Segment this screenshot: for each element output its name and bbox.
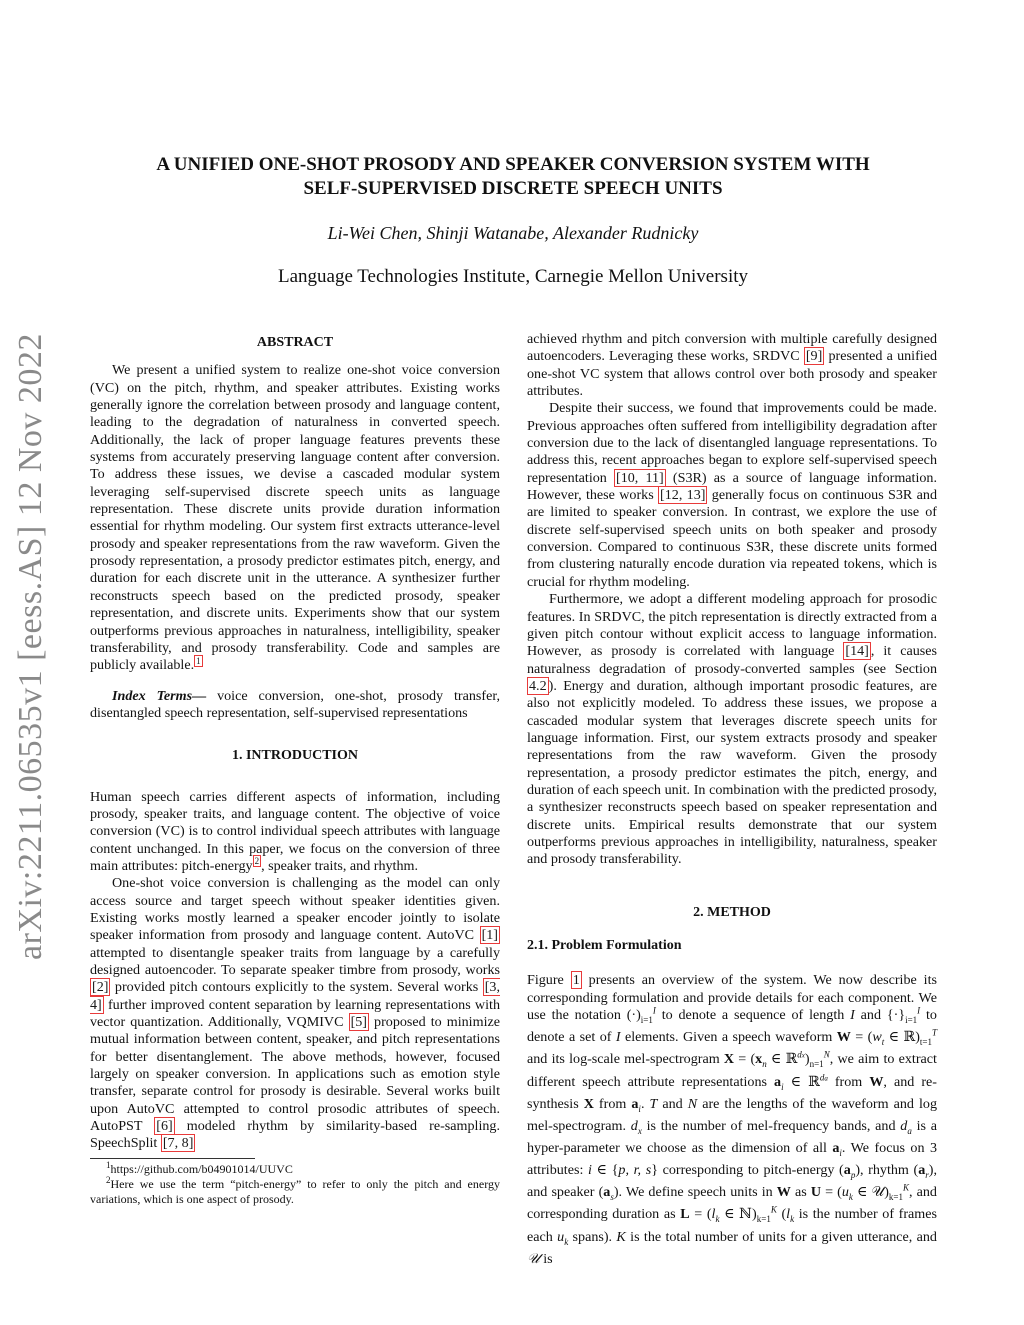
text-run: is the total number of units for a given utterance, and	[625, 1228, 937, 1245]
math-var: l	[711, 1206, 716, 1223]
right-paragraph-4	[527, 972, 937, 1268]
math-var: a	[774, 1073, 782, 1090]
text-run: = (	[734, 1051, 756, 1068]
footnote-2-text: Here we use the term “pitch-energy” to refer to only the pitch and energy variations, which is one aspect of prosody.	[90, 1177, 500, 1206]
text-run: modeled rhythm by similarity-based re-sampling. SpeechSplit	[90, 1118, 500, 1152]
math-sub: i=1	[640, 1014, 653, 1025]
math-sub: i	[781, 1081, 784, 1092]
text-run: provided pitch contours explicitly to the system. Several works	[110, 979, 483, 996]
intro-p1-end: , speaker traits, and rhythm.	[261, 857, 419, 874]
right-paragraph-2	[527, 400, 937, 591]
right-paragraph-1	[527, 331, 937, 400]
math-sub: a	[907, 1125, 912, 1136]
footnote-1-mark: 1	[106, 1160, 111, 1170]
problem-formulation-heading: 2.1. Problem Formulation	[527, 938, 682, 953]
intro-p1-text: Human speech carries different aspects of information, including prosody, speaker traits, and language content. The objective of voice conversion (VC) is to control individual speech attributes with language content unchanged. In this paper, we focus on the conversion of three main attributes: pitch-energy	[90, 788, 500, 874]
text-run: generally focus on continuous S3R and are limited to speaker conversion. In contrast, we explore the use of discrete self-supervised speech units on both speaker and prosody conversion. Compared to continuous S3R, these discrete units formed from clustering naturally encode duration via repeated tokens, which is crucial for rhythm modeling.	[527, 487, 938, 590]
text-run: ), and speaker (	[527, 1162, 937, 1201]
citation-link[interactable]: [10, 11]	[616, 469, 664, 486]
figure-link[interactable]: 1	[572, 972, 580, 989]
math-sub: s	[610, 1192, 614, 1203]
text-run: to denote a set of	[527, 1007, 937, 1046]
text-run: (	[776, 1206, 787, 1223]
text-run: spans).	[568, 1228, 617, 1245]
math-sup: I	[917, 1005, 921, 1016]
footnote-1-url[interactable]: https://github.com/b04901014/UUVC	[110, 1162, 293, 1176]
math-sub: i	[638, 1103, 641, 1114]
title-line-2: SELF-SUPERVISED DISCRETE SPEECH UNITS	[303, 178, 723, 199]
math-var: U	[810, 1184, 821, 1201]
math-sub: i=1	[905, 1014, 918, 1025]
math-var: a	[832, 1139, 840, 1156]
text-run: Despite their success, we found that improvements could be made. Previous approaches often suffered from intelligibility degradation after conversion due to the lack of disentangled language representations. To address this, recent approaches began to explore self-supervised speech representation	[527, 400, 937, 486]
math-sup: d	[797, 1049, 802, 1060]
math-sup: a	[824, 1073, 828, 1082]
math-var: i	[588, 1162, 592, 1179]
text-run: = (	[689, 1206, 712, 1223]
math-sub: k=1	[756, 1214, 771, 1225]
citation-link[interactable]: [9]	[805, 348, 823, 365]
abstract-body	[90, 362, 500, 674]
text-run: Furthermore, we adopt a different modeling approach for prosodic features. In SRDVC, the pitch representation is directly extracted from a given pitch contour without explicit access to language information. However, as prosody is correlated with language	[527, 591, 937, 660]
math-var: a	[843, 1162, 851, 1179]
math-var: a	[631, 1095, 639, 1112]
math-var: u	[841, 1184, 849, 1201]
text-run: } corresponding to pitch-energy (	[651, 1162, 844, 1179]
footnote-2-mark: 2	[106, 1175, 111, 1185]
text-run: from	[593, 1095, 632, 1112]
math-sub: n	[762, 1059, 767, 1070]
citation-link[interactable]: [12, 13]	[660, 487, 706, 504]
citation-link[interactable]: [7, 8]	[162, 1135, 194, 1152]
text-run: and {·}	[854, 1007, 906, 1024]
text-run: ∈ ℝ	[783, 1073, 820, 1090]
affiliation: Language Technologies Institute, Carnegie Mellon University	[277, 266, 749, 287]
text-run: presents an overview of the system. We now describe its corresponding formulation and provide details for each component. We use the notation (·)	[527, 972, 937, 1024]
math-var: I	[850, 1007, 855, 1024]
text-run: , and re-synthesis	[527, 1073, 937, 1112]
text-run: from	[827, 1073, 870, 1090]
method-heading: 2. METHOD	[693, 904, 771, 920]
text-run: , we aim to extract different speech attribute representations	[527, 1051, 937, 1090]
text-run: as	[790, 1184, 811, 1201]
text-run: ∈ ℝ)	[884, 1029, 920, 1046]
intro-paragraph-2	[90, 875, 500, 1153]
text-run: achieved rhythm and pitch conversion with multiple carefully designed autoencoders. Leveraging these works, SRDVC	[527, 331, 937, 365]
math-var: X	[583, 1095, 594, 1112]
text-run: is the number of frames each	[527, 1206, 938, 1245]
citation-link[interactable]: [3, 4]	[90, 979, 500, 1013]
math-var: p, r, s	[618, 1162, 652, 1179]
authors: Li-Wei Chen, Shinji Watanabe, Alexander Rudnicky	[327, 223, 699, 243]
math-var: I	[615, 1029, 621, 1046]
math-var: w	[872, 1029, 882, 1046]
text-run: )	[804, 1051, 810, 1068]
footnote-1	[90, 1162, 500, 1177]
abstract-text: We present a unified system to realize one-shot voice conversion (VC) on the pitch, rhythm, and speaker attributes. Existing works generally ignore the correlation between prosody and language content, leading to the degradation of naturalness in converted speech. Additionally, the lack of proper language features prevents these systems from accurately preserving language content after conversion. To address these issues, we devise a cascaded modular system leveraging self-supervised discrete speech units as language representation. These discrete units provide duration information essential for rhythm modeling. Our system first extracts utterance-level prosody and speaker representations from the raw waveform. Given the prosody representation, a prosody predictor estimates pitch, energy, and duration for each discrete unit in the utterance. A synthesizer further reconstructs speech based on the predicted prosody, speaker representation, and discrete units. Experiments show that our system outperforms previous approaches in naturalness, intelligibility, speaker transferability, and prosody transferability. Code and samples are publicly available.	[90, 362, 500, 674]
math-var: a	[918, 1162, 926, 1179]
introduction-heading: 1. INTRODUCTION	[231, 748, 358, 764]
left-column	[90, 331, 500, 1153]
math-sub: i	[839, 1147, 842, 1158]
math-sub: p	[850, 1169, 856, 1180]
text-run: ∈ ℝ	[766, 1051, 798, 1068]
math-var: W	[836, 1029, 851, 1046]
math-sub: k	[790, 1214, 795, 1225]
text-run: ∈ ℕ)	[719, 1206, 757, 1223]
title-line-1: A UNIFIED ONE-SHOT PROSODY AND SPEAKER CONVERSION SYSTEM WITH	[156, 154, 870, 175]
abstract-heading: ABSTRACT	[256, 335, 334, 350]
math-var: a	[603, 1184, 611, 1201]
math-sub: r	[925, 1169, 929, 1180]
math-sub: k	[715, 1214, 720, 1225]
math-sup: x	[801, 1051, 805, 1060]
footnote-rule	[90, 1158, 255, 1159]
text-run: is	[539, 1250, 553, 1267]
math-sup: d	[819, 1071, 825, 1082]
citation-link[interactable]: [6]	[156, 1118, 173, 1135]
math-var: l	[786, 1206, 791, 1223]
text-run: further improved content separation by learning representations with vector quantization. Additionally, VQMIVC	[90, 996, 500, 1031]
math-var: W	[776, 1184, 791, 1201]
text-run: ∈ 𝒰)	[852, 1184, 889, 1201]
footnote-mark-2[interactable]: 2	[254, 856, 260, 867]
text-run: ). We define speech units in	[613, 1184, 777, 1201]
text-run: . We focus on 3 attributes:	[527, 1139, 937, 1179]
text-run: = (	[850, 1029, 873, 1046]
text-run: are the lengths of the waveform and log mel-spectrogram.	[527, 1095, 937, 1134]
math-var: L	[680, 1206, 690, 1223]
math-sub: k	[848, 1192, 853, 1203]
text-run: , and corresponding duration as	[527, 1184, 937, 1223]
math-var: X	[723, 1051, 735, 1068]
math-var: K	[616, 1228, 626, 1245]
math-var: d	[630, 1117, 638, 1134]
math-sub: k=1	[888, 1192, 903, 1203]
right-paragraph-3	[527, 591, 937, 869]
text-run: ), rhythm (	[855, 1162, 919, 1179]
text-run: One-shot voice conversion is challenging as the model can only access source and target speech without speaker identities given. Existing works mostly learned a speaker encoder jointly to isolate speaker information from prosody and language content. AutoVC	[90, 875, 500, 944]
text-run: ). Energy and duration, although important prosodic features, are also not explicitly modeled. To address these issues, we propose a cascaded modular system that leverages discrete speech units for language information. First, our system extracts prosody and speaker representations from the raw waveform. Given the prosody representation, a prosody predictor estimates the pitch, energy, and duration of each speech unit. In combination with the predicted prosody, a synthesizer reconstructs speech based on speaker representation and discrete units. Empirical results demonstrate that our system outperforms previous approaches in intelligibility, naturalness, speaker and prosody transferability.	[527, 677, 937, 868]
text-run: = (	[821, 1184, 842, 1201]
paper-title	[110, 153, 916, 201]
footnote-2	[90, 1177, 500, 1207]
citation-link[interactable]: [5]	[350, 1014, 367, 1031]
arxiv-identifier: arXiv:2211.06535v1 [eess.AS] 12 Nov 2022	[12, 333, 49, 960]
text-run: .	[640, 1095, 650, 1112]
math-sub: x	[637, 1125, 642, 1136]
text-run: , it causes naturalness degradation of prosody-converted samples (see Section	[527, 643, 938, 677]
text-run: ∈ {	[591, 1162, 619, 1179]
citation-link[interactable]: [2]	[92, 979, 109, 996]
text-run: proposed to minimize mutual information between content, speaker, and pitch representations for better disentanglement. The above methods, however, focused largely on speaker conversion. In applications such as emotion style transfer, separate control for prosody is desirable. Several works built upon AutoVC attempted to control prosodic attributes of speech. AutoPST	[90, 1014, 500, 1135]
math-sub: k	[564, 1236, 569, 1247]
text-run: attempted to disentangle speaker traits from language by a carefully designed autoencoder. To separate speaker timbre from prosody, works	[90, 944, 500, 978]
math-sub: n=1	[809, 1059, 824, 1070]
text-run: presented a unified one-shot VC system that allows control over both prosody and speaker attributes.	[527, 348, 938, 400]
index-terms-label: Index Terms—	[112, 687, 207, 704]
math-var: N	[687, 1095, 698, 1112]
footnotes	[90, 1158, 500, 1207]
math-var: d	[900, 1117, 908, 1134]
math-sup: I	[652, 1005, 656, 1016]
text-run: is the number of mel-frequency bands, and	[641, 1117, 901, 1134]
math-sub: t	[881, 1037, 885, 1047]
text-run: and	[657, 1095, 688, 1112]
math-var: T	[649, 1095, 658, 1112]
text-run: is a hyper-parameter we choose as the dimension of all	[527, 1117, 938, 1156]
footnote-mark-1[interactable]: 1	[196, 655, 201, 666]
text-run: elements. Given a speech waveform	[620, 1029, 837, 1046]
citation-link[interactable]: [14]	[845, 643, 869, 660]
text-run: Figure	[527, 972, 571, 989]
math-sup: K	[902, 1182, 909, 1193]
math-var: 𝒰	[527, 1250, 540, 1267]
text-run: to denote a sequence of length	[655, 1007, 851, 1024]
right-column	[527, 331, 937, 1268]
text-run: and its log-scale mel-spectrogram	[527, 1051, 724, 1068]
index-terms	[90, 688, 500, 723]
math-sup: N	[823, 1049, 830, 1060]
math-var: W	[869, 1073, 884, 1090]
section-link[interactable]: 4.2	[529, 677, 547, 694]
math-sub: t=1	[919, 1037, 932, 1047]
math-sup: K	[770, 1204, 777, 1215]
math-var: u	[557, 1228, 565, 1245]
citation-link[interactable]: [1]	[481, 927, 498, 944]
math-sup: T	[931, 1027, 937, 1038]
math-var: x	[755, 1051, 763, 1068]
text-run: (S3R) as a source of language information. However, these works	[527, 469, 937, 504]
intro-paragraph-1	[90, 789, 500, 876]
index-terms-text: voice conversion, one-shot, prosody transfer, disentangled speech representation, self-supervised representations	[90, 687, 500, 721]
